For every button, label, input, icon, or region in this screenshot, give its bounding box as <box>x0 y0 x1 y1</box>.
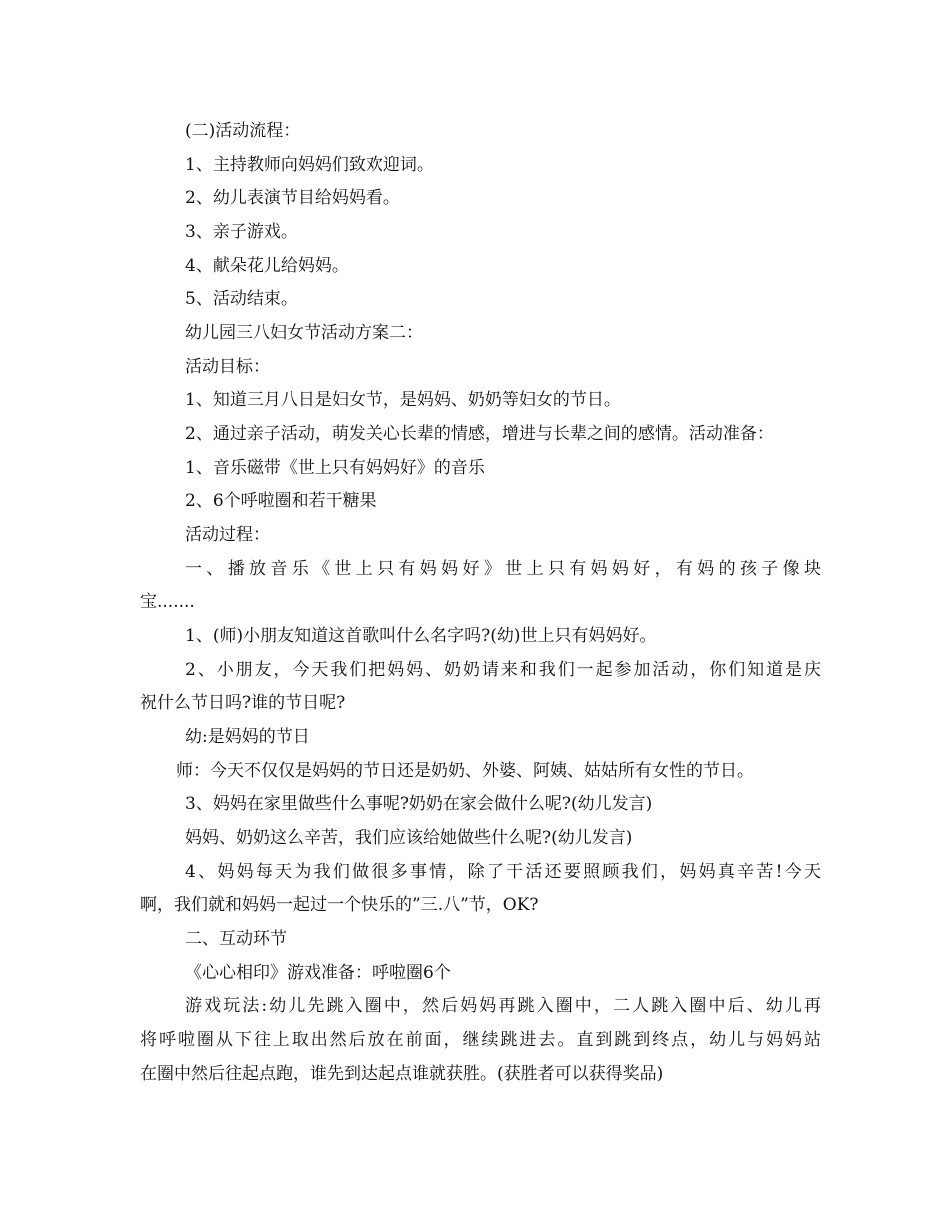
list-item: 3、亲子游戏。 <box>185 222 298 242</box>
paragraph-line: 啊，我们就和妈妈一起过一个快乐的”三.八”节，OK? <box>140 895 539 915</box>
section-heading-interaction: 二、互动环节 <box>185 929 287 949</box>
list-item: 2、幼儿表演节目给妈妈看。 <box>185 188 400 208</box>
paragraph-line: 宝....... <box>140 592 195 612</box>
section-heading-activity-flow: (二)活动流程： <box>185 121 301 141</box>
paragraph-line: 2、小朋友，今天我们把妈妈、奶奶请来和我们一起参加活动，你们知道是庆 <box>185 660 821 680</box>
list-item: 2、6个呼啦圈和若干糖果 <box>185 491 377 511</box>
paragraph-line: 1、(师)小朋友知道这首歌叫什么名字吗?(幼)世上只有妈妈好。 <box>185 626 657 646</box>
paragraph-line: 祝什么节日吗?谁的节日呢? <box>140 693 346 713</box>
paragraph-line: 将呼啦圈从下往上取出然后放在前面，继续跳进去。直到跳到终点，幼儿与妈妈站 <box>140 1030 821 1050</box>
paragraph-line: 一、播放音乐《世上只有妈妈好》世上只有妈妈好，有妈的孩子像块 <box>185 559 821 579</box>
paragraph-line: 《心心相印》游戏准备：呼啦圈6个 <box>185 963 451 983</box>
section-heading-goals: 活动目标： <box>185 357 270 377</box>
paragraph-line: 3、妈妈在家里做些什么事呢?奶奶在家会做什么呢?(幼儿发言) <box>185 794 653 814</box>
paragraph-line: 游戏玩法:幼儿先跳入圈中，然后妈妈再跳入圈中，二人跳入圈中后、幼儿再 <box>185 996 821 1016</box>
list-item: 5、活动结束。 <box>185 289 298 309</box>
paragraph-line: 在圈中然后往起点跑，谁先到达起点谁就获胜。(获胜者可以获得奖品) <box>140 1064 664 1084</box>
list-item: 1、音乐磁带《世上只有妈妈好》的音乐 <box>185 458 485 478</box>
list-item: 2、通过亲子活动，萌发关心长辈的情感，增进与长辈之间的感情。活动准备： <box>185 424 774 444</box>
list-item: 1、主持教师向妈妈们致欢迎词。 <box>185 155 434 175</box>
list-item: 1、知道三月八日是妇女节，是妈妈、奶奶等妇女的节日。 <box>185 390 621 410</box>
paragraph-line: 幼:是妈妈的节日 <box>185 727 310 747</box>
list-item: 4、献朵花儿给妈妈。 <box>185 256 349 276</box>
paragraph-line: 4、妈妈每天为我们做很多事情，除了干活还要照顾我们，妈妈真辛苦!今天 <box>185 862 821 882</box>
section-heading-process: 活动过程： <box>185 525 270 545</box>
section-heading-plan-two: 幼儿园三八妇女节活动方案二： <box>185 323 423 343</box>
paragraph-line: 师：今天不仅仅是妈妈的节日还是奶奶、外婆、阿姨、姑姑所有女性的节日。 <box>176 761 754 781</box>
paragraph-line: 妈妈、奶奶这么辛苦，我们应该给她做些什么呢?(幼儿发言) <box>185 828 633 848</box>
